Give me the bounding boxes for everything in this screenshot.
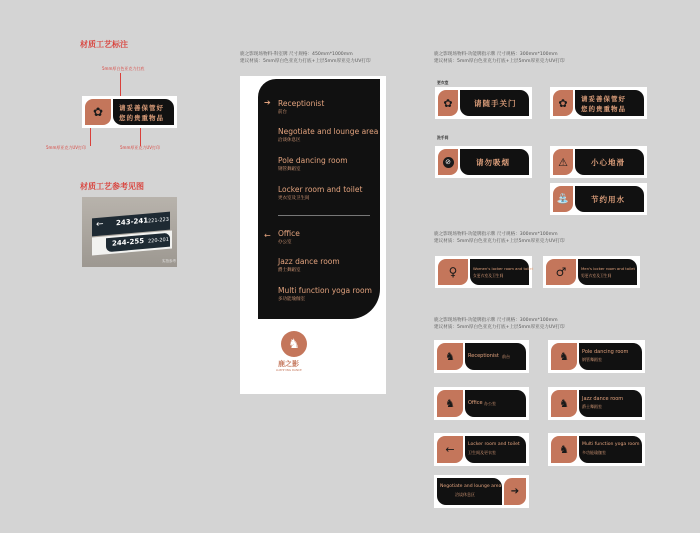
woman-icon: ♀ (448, 265, 458, 279)
men-label-en: Men's locker room and toilet (581, 266, 636, 271)
room-sign-pole-dance: ♞ Pole dancing room 钢管舞蹈室 (548, 340, 645, 373)
rt-caption-2: 建议材质：5mm厚白色亚克力打底+上层5mm厚亚克力UV打印 (434, 59, 565, 64)
note-right-line (140, 128, 141, 146)
rb-caption-1: 鹿之影现场物料-功能牌指示牌 尺寸规格：300mm*100mm (434, 318, 558, 323)
deer-logo-icon: ♞ (559, 397, 569, 410)
room-sign-negotiate: Negotiate and lounge area 洽谈休息区 ➔ (434, 475, 529, 508)
sample-text-2: 您的贵重物品 (119, 114, 164, 122)
logo-text: 鹿之影 (278, 360, 299, 368)
note-right: 5mm厚亚克力UV打印 (120, 145, 161, 150)
room-sign-yoga: ♞ Multi function yoga room 多功能瑜伽室 (548, 433, 645, 466)
arrow-left-icon: ← (264, 231, 271, 240)
room-sign-office: ♞ Office 办公室 (434, 387, 529, 420)
deer-logo-icon: ♞ (445, 350, 455, 363)
arrow-left-icon: ← (96, 219, 104, 231)
sign-no-smoking (435, 146, 532, 178)
room-sign-locker: ← Locker room and toilet 卫生间及更衣室 (434, 433, 529, 466)
section-locker: 更衣室 (437, 80, 449, 85)
note-top-line (120, 73, 121, 97)
men-label-cn: 男更衣室及卫生间 (581, 273, 612, 278)
arrow-left-icon: ← (445, 443, 455, 456)
sign-close-door-label: 请随手关门 (474, 99, 517, 108)
board-item-receptionist: Receptionist 前台 (278, 99, 325, 115)
sign-close-door (435, 87, 532, 119)
material-sample-sign (82, 96, 177, 128)
note-left-line (90, 128, 91, 146)
sample-text-1: 请妥善保管好 (119, 104, 164, 112)
directory-board (240, 76, 386, 394)
sign-no-smoking-label: 请勿吸烟 (476, 158, 510, 167)
photo-top-number-1: 243-241 (116, 216, 149, 228)
rm-caption-2: 建议材质：5mm厚白色亚克力打底+上层5mm厚亚克力UV打印 (434, 239, 565, 244)
sign-men-locker (543, 256, 640, 288)
women-label-en: Women's locker room and toilet (473, 266, 534, 271)
board-item-pole-dance: Pole dancing room 钢管舞蹈室 (278, 156, 348, 172)
flower-icon: ✿ (443, 96, 453, 110)
room-sign-receptionist: ♞ Receptionist 前台 (434, 340, 529, 373)
section-toilet: 洗手间 (437, 135, 449, 140)
sign-valuables (550, 87, 647, 119)
photo-bottom-number-1: 244-255 (112, 236, 145, 248)
board-item-negotiate: Negotiate and lounge area 洽谈休息区 (278, 127, 379, 143)
no-smoking-icon: ⊘ (443, 157, 454, 168)
directory-board-plate (258, 79, 380, 319)
board-caption-1: 鹿之影现场物料-科室牌 尺寸规格：450mm*1000mm (240, 52, 353, 57)
material-process-title: 材质工艺标注 (80, 40, 128, 49)
board-item-yoga: Multi function yoga room 多功能瑜伽室 (278, 286, 372, 302)
sign-save-water (550, 183, 647, 215)
deer-logo-icon: ♞ (559, 350, 569, 363)
note-left: 5mm厚亚克力UV打印 (46, 145, 87, 150)
flower-icon: ✿ (92, 105, 104, 119)
sign-women-locker (435, 256, 532, 288)
sign-valuables-line1: 请妥善保管好 (581, 95, 626, 103)
photo-bottom-number-2: 220-201 (148, 236, 169, 245)
board-caption-2: 建议材质：5mm厚白色亚克力打底+上层5mm厚亚克力UV打印 (240, 59, 371, 64)
board-item-locker: Locker room and toilet 更衣室及卫生间 (278, 185, 363, 201)
sign-slippery (550, 146, 647, 178)
rm-caption-1: 鹿之影现场物料-功能牌指示牌 尺寸规格：300mm*100mm (434, 232, 558, 237)
sample-plate (113, 99, 174, 125)
note-top: 5mm厚白色亚克力打底 (102, 66, 145, 71)
flower-icon: ✿ (558, 96, 568, 110)
slippery-floor-icon: ⚠ (558, 155, 568, 169)
man-icon: ♂ (555, 265, 567, 279)
sample-tab (85, 99, 111, 125)
rb-caption-2: 建议材质：5mm厚白色亚克力打底+上层5mm厚亚克力UV打印 (434, 325, 565, 330)
material-reference-title: 材质工艺参考见图 (80, 182, 144, 191)
women-label-cn: 女更衣室及卫生间 (473, 273, 504, 278)
reference-photo (82, 197, 177, 267)
photo-top-number-2: 221-223 (148, 216, 169, 225)
water-tap-icon: ⛲ (556, 193, 570, 205)
room-sign-jazz: ♞ Jazz dance room 爵士舞蹈室 (548, 387, 645, 420)
arrow-right-icon: ➔ (264, 98, 271, 107)
board-item-jazz: Jazz dance room 爵士舞蹈室 (278, 257, 340, 273)
deer-logo-icon: ♞ (559, 443, 569, 456)
logo-subtext: LUZHIYING DANCE (276, 368, 302, 372)
rt-caption-1: 鹿之影现场物料-功能牌指示牌 尺寸规格：300mm*100mm (434, 52, 558, 57)
sign-slippery-label: 小心地滑 (591, 158, 625, 167)
board-divider (278, 215, 370, 216)
sign-valuables-line2: 您的贵重物品 (581, 105, 626, 113)
photo-caption: 实拍参考 (162, 259, 176, 263)
board-item-office: Office 办公室 (278, 229, 300, 245)
deer-logo-icon: ♞ (445, 397, 455, 410)
sign-save-water-label: 节约用水 (591, 195, 625, 204)
arrow-right-icon: ➔ (510, 486, 520, 497)
deer-logo-icon: ♞ (281, 331, 307, 357)
